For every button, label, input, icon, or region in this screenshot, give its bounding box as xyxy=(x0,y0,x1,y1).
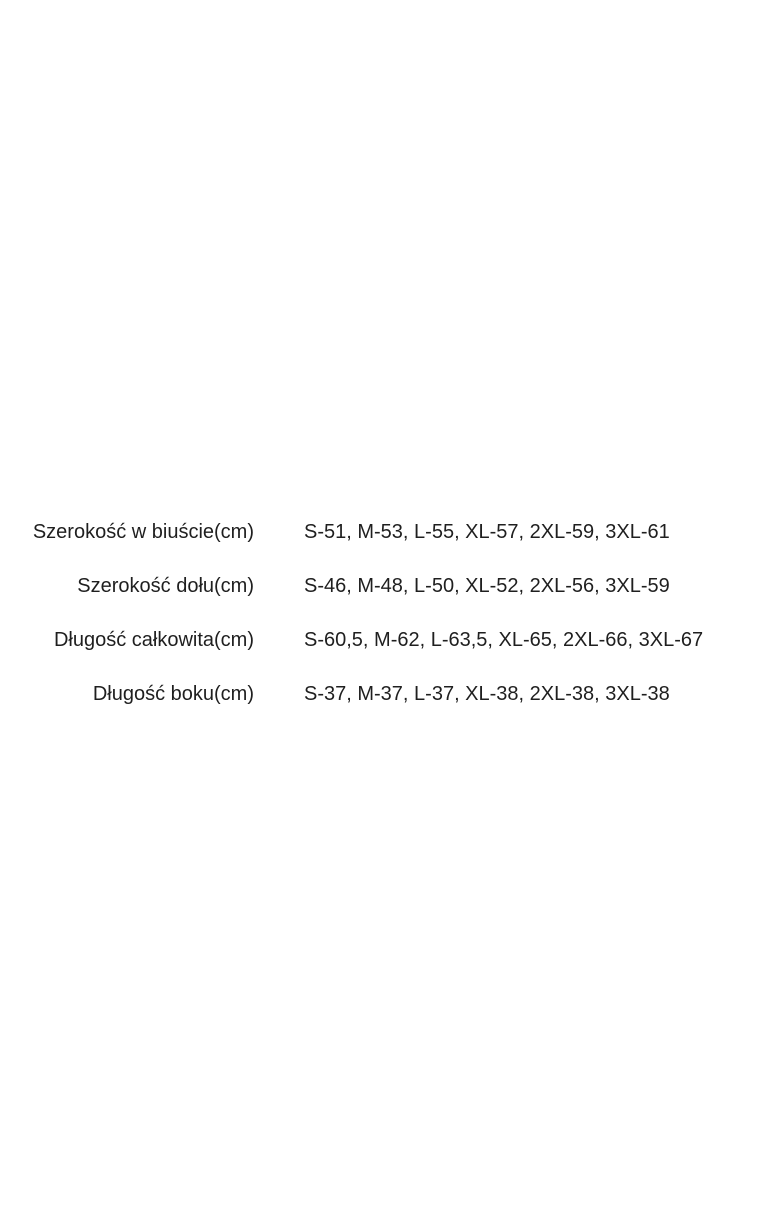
size-row-side-length xyxy=(0,667,780,721)
row-label: Szerokość dołu(cm) xyxy=(77,574,254,597)
row-value: S-37, M-37, L-37, XL-38, 2XL-38, 3XL-38 xyxy=(304,682,670,705)
row-value: S-51, M-53, L-55, XL-57, 2XL-59, 3XL-61 xyxy=(304,520,670,543)
size-row-total-length xyxy=(0,613,780,667)
row-label: Długość boku(cm) xyxy=(92,682,254,705)
size-table xyxy=(0,505,780,721)
row-value: S-60,5, M-62, L-63,5, XL-65, 2XL-66, 3XL-67 xyxy=(304,628,704,651)
size-row-bust-width xyxy=(0,505,780,559)
row-label: Szerokość w biuście(cm) xyxy=(32,520,254,543)
size-row-hem-width xyxy=(0,559,780,613)
row-label: Długość całkowita(cm) xyxy=(53,628,254,651)
row-value: S-46, M-48, L-50, XL-52, 2XL-56, 3XL-59 xyxy=(304,574,670,597)
